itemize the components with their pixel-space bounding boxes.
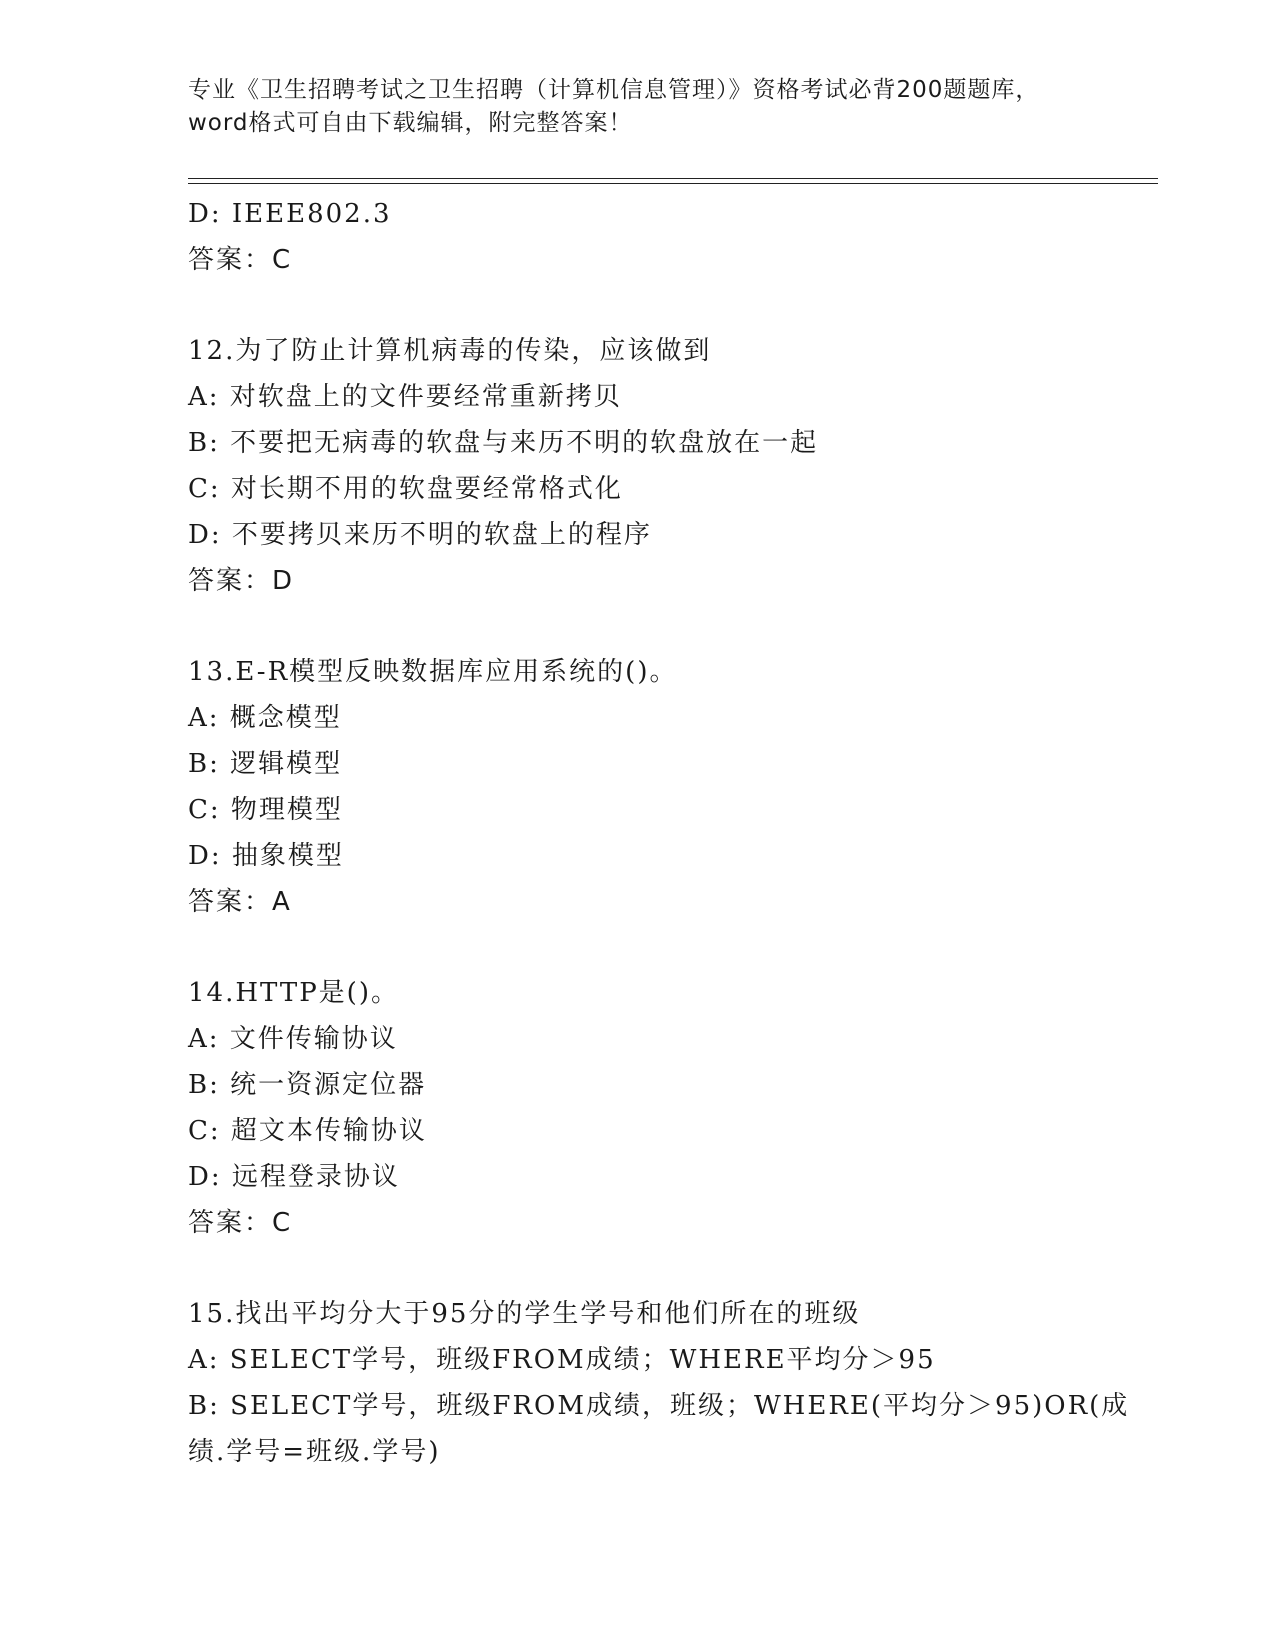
option-b: B: 不要把无病毒的软盘与来历不明的软盘放在一起 xyxy=(188,428,819,458)
spacer xyxy=(188,283,1148,328)
answer-line: 答案：C xyxy=(188,1208,293,1238)
option-a: A: SELECT学号，班级FROM成绩；WHERE平均分＞95 xyxy=(188,1345,936,1375)
question-block-13 xyxy=(188,649,1148,925)
question-block-14 xyxy=(188,970,1148,1246)
spacer xyxy=(188,604,1148,649)
option-c: C: 超文本传输协议 xyxy=(188,1116,427,1146)
question-stem: 12.为了防止计算机病毒的传染，应该做到 xyxy=(188,336,712,366)
question-stem: 13.E-R模型反映数据库应用系统的()。 xyxy=(188,657,678,687)
document-header xyxy=(188,74,1088,140)
header-line-2: word格式可自由下载编辑，附完整答案！ xyxy=(188,110,633,136)
question-stem: 15.找出平均分大于95分的学生学号和他们所在的班级 xyxy=(188,1299,861,1329)
option-b: B: SELECT学号，班级FROM成绩，班级；WHERE(平均分＞95)OR(成绩.学号=班级.学号) xyxy=(188,1391,1130,1467)
spacer xyxy=(188,925,1148,970)
question-block-15 xyxy=(188,1291,1148,1475)
option-b: B: 逻辑模型 xyxy=(188,749,343,779)
option-a: A: 文件传输协议 xyxy=(188,1024,398,1054)
header-line-1: 专业《卫生招聘考试之卫生招聘（计算机信息管理）》资格考试必背200题题库， xyxy=(188,77,1040,103)
option-d: D: 远程登录协议 xyxy=(188,1162,400,1192)
carryover-answer: 答案：C xyxy=(188,245,293,275)
header-divider-bottom xyxy=(188,183,1158,184)
option-a: A: 概念模型 xyxy=(188,703,342,733)
spacer xyxy=(188,1246,1148,1291)
question-stem: 14.HTTP是()。 xyxy=(188,978,399,1008)
question-list xyxy=(188,191,1148,1475)
option-a: A: 对软盘上的文件要经常重新拷贝 xyxy=(188,382,622,412)
carryover-option-d: D: IEEE802.3 xyxy=(188,199,392,229)
question-block-12 xyxy=(188,328,1148,604)
header-divider-top xyxy=(188,178,1158,179)
answer-line: 答案：A xyxy=(188,887,292,917)
option-c: C: 对长期不用的软盘要经常格式化 xyxy=(188,474,623,504)
answer-line: 答案：D xyxy=(188,566,295,596)
option-d: D: 抽象模型 xyxy=(188,841,344,871)
option-b: B: 统一资源定位器 xyxy=(188,1070,427,1100)
option-c: C: 物理模型 xyxy=(188,795,343,825)
option-d: D: 不要拷贝来历不明的软盘上的程序 xyxy=(188,520,652,550)
